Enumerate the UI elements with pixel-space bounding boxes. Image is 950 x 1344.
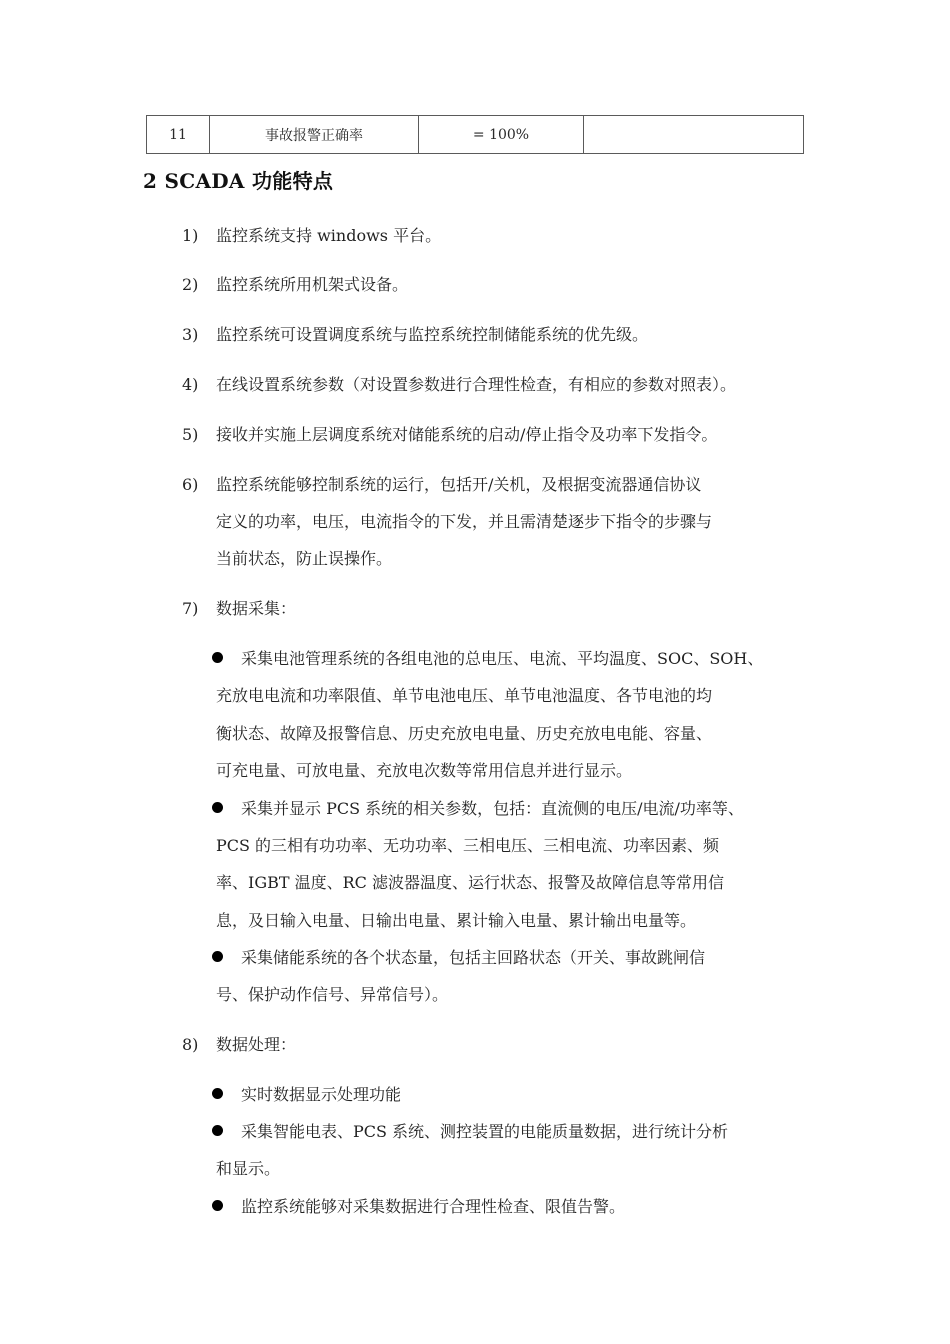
bullet-icon [212,951,223,962]
bullet-text: 采集储能系统的各个状态量，包括主回路状态（开关、事故跳闸信 [241,948,706,967]
bullet-item [212,939,705,976]
bullet-icon [212,1125,223,1136]
list-number: 5) [182,425,199,444]
bullet-icon [212,1200,223,1211]
section-heading: 2 SCADA 功能特点 [143,169,334,193]
bullet-item [212,1113,728,1150]
table-cell-value: = 100% [419,116,584,154]
bullet-text-continuation: 息，及日输入电量、日输出电量、累计输入电量、累计输出电量等。 [216,911,697,930]
bullet-text-continuation: 率、IGBT 温度、RC 滤波器温度、运行状态、报警及故障信息等常用信 [216,873,724,892]
bullet-text: 采集电池管理系统的各组电池的总电压、电流、平均温度、SOC、SOH、 [241,649,764,668]
bullet-item [212,640,763,677]
bullet-text: 采集智能电表、PCS 系统、测控装置的电能质量数据，进行统计分析 [241,1122,729,1141]
table-row [147,116,804,154]
list-item-7 [182,590,296,627]
list-item-3 [182,316,648,353]
list-text: 监控系统能够控制系统的运行，包括开/关机，及根据变流器通信协议 [216,475,702,494]
list-number: 7) [182,599,199,618]
list-item-2 [182,266,408,303]
bullet-text-continuation: 可充电量、可放电量、充放电次数等常用信息并进行显示。 [216,761,633,780]
bullet-item [212,1188,625,1225]
list-item-4 [182,366,736,403]
table-cell-index: 11 [147,116,210,154]
list-text: 监控系统所用机架式设备。 [216,275,409,294]
list-text: 监控系统可设置调度系统与监控系统控制储能系统的优先级。 [216,325,649,344]
list-number: 1) [182,226,199,245]
list-number: 2) [182,275,199,294]
list-text: 接收并实施上层调度系统对储能系统的启动/停止指令及功率下发指令。 [216,425,718,444]
table-cell-item: 事故报警正确率 [210,116,419,154]
list-text: 数据处理： [216,1035,297,1054]
bullet-text: 监控系统能够对采集数据进行合理性检查、限值告警。 [241,1197,626,1216]
list-item-8 [182,1026,296,1063]
list-number: 6) [182,475,199,494]
bullet-text-continuation: PCS 的三相有功功率、无功功率、三相电压、三相电流、功率因素、频 [216,836,720,855]
bullet-text: 采集并显示 PCS 系统的相关参数，包括：直流侧的电压/电流/功率等、 [241,799,744,818]
list-text: 监控系统支持 windows 平台。 [216,226,442,245]
bullet-item [212,790,744,827]
list-number: 8) [182,1035,199,1054]
bullet-icon [212,802,223,813]
list-item-6 [182,466,701,503]
bullet-text-continuation: 衡状态、故障及报警信息、历史充放电电量、历史充放电电能、容量、 [216,724,713,743]
spec-table [146,115,804,154]
bullet-text-continuation: 和显示。 [216,1159,281,1178]
list-number: 3) [182,325,199,344]
table-cell-note [584,116,804,154]
bullet-icon [212,1088,223,1099]
list-text-continuation: 定义的功率，电压，电流指令的下发，并且需清楚逐步下指令的步骤与 [216,512,713,531]
bullet-text-continuation: 号、保护动作信号、异常信号）。 [216,985,449,1004]
list-text: 数据采集： [216,599,297,618]
bullet-text: 实时数据显示处理功能 [241,1085,402,1104]
list-item-5 [182,416,717,453]
bullet-text-continuation: 充放电电流和功率限值、单节电池电压、单节电池温度、各节电池的均 [216,686,713,705]
list-item-1 [182,217,441,254]
list-number: 4) [182,375,199,394]
list-text-continuation: 当前状态，防止误操作。 [216,549,393,568]
bullet-item [212,1076,401,1113]
list-text: 在线设置系统参数（对设置参数进行合理性检查，有相应的参数对照表）。 [216,375,737,394]
bullet-icon [212,652,223,663]
